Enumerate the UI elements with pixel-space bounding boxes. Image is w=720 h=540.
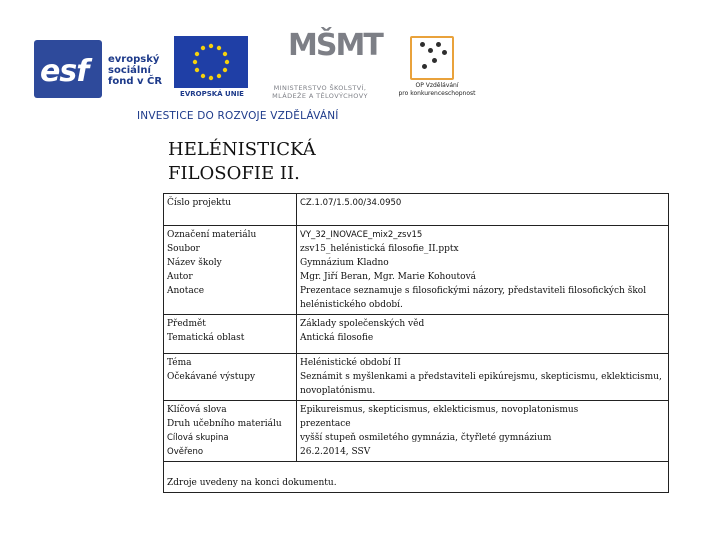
table-row (164, 315, 669, 354)
subject-label: Předmět (167, 319, 206, 329)
eu-logo (174, 36, 250, 102)
school-value: Gymnázium Kladno (300, 258, 389, 268)
author-value: Mgr. Jiří Beran, Mgr. Marie Kohoutová (300, 272, 477, 282)
esf-text (108, 54, 162, 87)
title-line: HELÉNISTICKÁ (168, 139, 316, 160)
annotation-value: Prezentace seznamuje s filosofickými názory, představiteli filosofických škol helénistického období. (300, 286, 647, 310)
logo-area (24, 28, 480, 104)
esf-letters: esf (40, 54, 89, 89)
msmt-logo (258, 28, 382, 102)
table-row (164, 401, 669, 462)
tagline: INVESTICE DO ROZVOJE VZDĚLÁVÁNÍ (137, 110, 339, 122)
author-label: Autor (167, 272, 193, 282)
msmt-caption (258, 84, 382, 100)
keywords-label: Klíčová slova (167, 405, 227, 415)
material-value: VY_32_INOVACE_mix2_zsv15 (300, 230, 423, 240)
label-cell (164, 194, 297, 226)
esf-mark (34, 40, 102, 98)
value-cell (297, 226, 669, 315)
value-cell (297, 401, 669, 462)
material-label: Označení materiálu (167, 230, 257, 240)
op-caption (394, 82, 480, 98)
material-type-value: prezentace (300, 419, 351, 429)
esf-logo (34, 40, 174, 100)
school-label: Název školy (167, 258, 222, 268)
eu-flag-icon (174, 36, 248, 88)
material-type-label: Druh učebního materiálu (167, 419, 282, 429)
table-row (164, 194, 669, 226)
target-group-value: vyšší stupeň osmiletého gymnázia, čtyřleté gymnázium (300, 433, 552, 443)
verified-label: Ověřeno (167, 447, 204, 457)
outcomes-value: Seznámit s myšlenkami a představiteli epikúrejsmu, skepticismu, eklekticismu, novoplatónismu. (300, 372, 662, 396)
file-label: Soubor (167, 244, 200, 254)
table-row (164, 462, 669, 493)
op-mark-icon (410, 36, 454, 80)
op-caption-line: pro konkurenceschopnost (398, 90, 476, 97)
keywords-value: Epikureismus, skepticismus, eklekticismus, novoplatonismus (300, 405, 579, 415)
metadata-table (163, 193, 669, 493)
project-label: Číslo projektu (167, 198, 232, 208)
theme-area-value: Antická filosofie (300, 333, 374, 343)
sources-cell (164, 462, 669, 493)
annotation-label: Anotace (167, 286, 205, 296)
page-title (168, 138, 316, 186)
label-cell (164, 226, 297, 315)
esf-text-line: fond v ČR (108, 76, 163, 87)
msmt-caption-line: MLÁDEŽE A TĚLOVÝCHOVY (272, 92, 368, 100)
op-logo (394, 36, 480, 102)
title-line: FILOSOFIE II. (168, 163, 300, 184)
verified-value: 26.2.2014, SSV (300, 447, 371, 457)
topic-label: Téma (167, 358, 192, 368)
table-row (164, 354, 669, 401)
msmt-caption-line: MINISTERSTVO ŠKOLSTVÍ, (273, 84, 367, 92)
theme-area-label: Tematická oblast (167, 333, 245, 343)
esf-text-line: sociální (108, 65, 151, 76)
op-caption-line: OP Vzdělávání (415, 82, 459, 89)
value-cell (297, 194, 669, 226)
sources-note: Zdroje uvedeny na konci dokumentu. (167, 478, 337, 488)
label-cell (164, 354, 297, 401)
value-cell (297, 354, 669, 401)
table-row (164, 226, 669, 315)
eu-caption: EVROPSKÁ UNIE (180, 90, 244, 98)
file-value: zsv15_helénistická filosofie_II.pptx (300, 244, 459, 254)
label-cell (164, 401, 297, 462)
target-group-label: Cílová skupina (167, 433, 229, 443)
value-cell (297, 315, 669, 354)
project-value: CZ.1.07/1.5.00/34.0950 (300, 198, 402, 208)
topic-value: Helénistické období II (300, 358, 401, 368)
esf-text-line: evropský (108, 54, 160, 65)
subject-value: Základy společenských věd (300, 319, 425, 329)
msmt-mark: MŠMT (288, 28, 382, 63)
outcomes-label: Očekávané výstupy (167, 372, 256, 382)
label-cell (164, 315, 297, 354)
